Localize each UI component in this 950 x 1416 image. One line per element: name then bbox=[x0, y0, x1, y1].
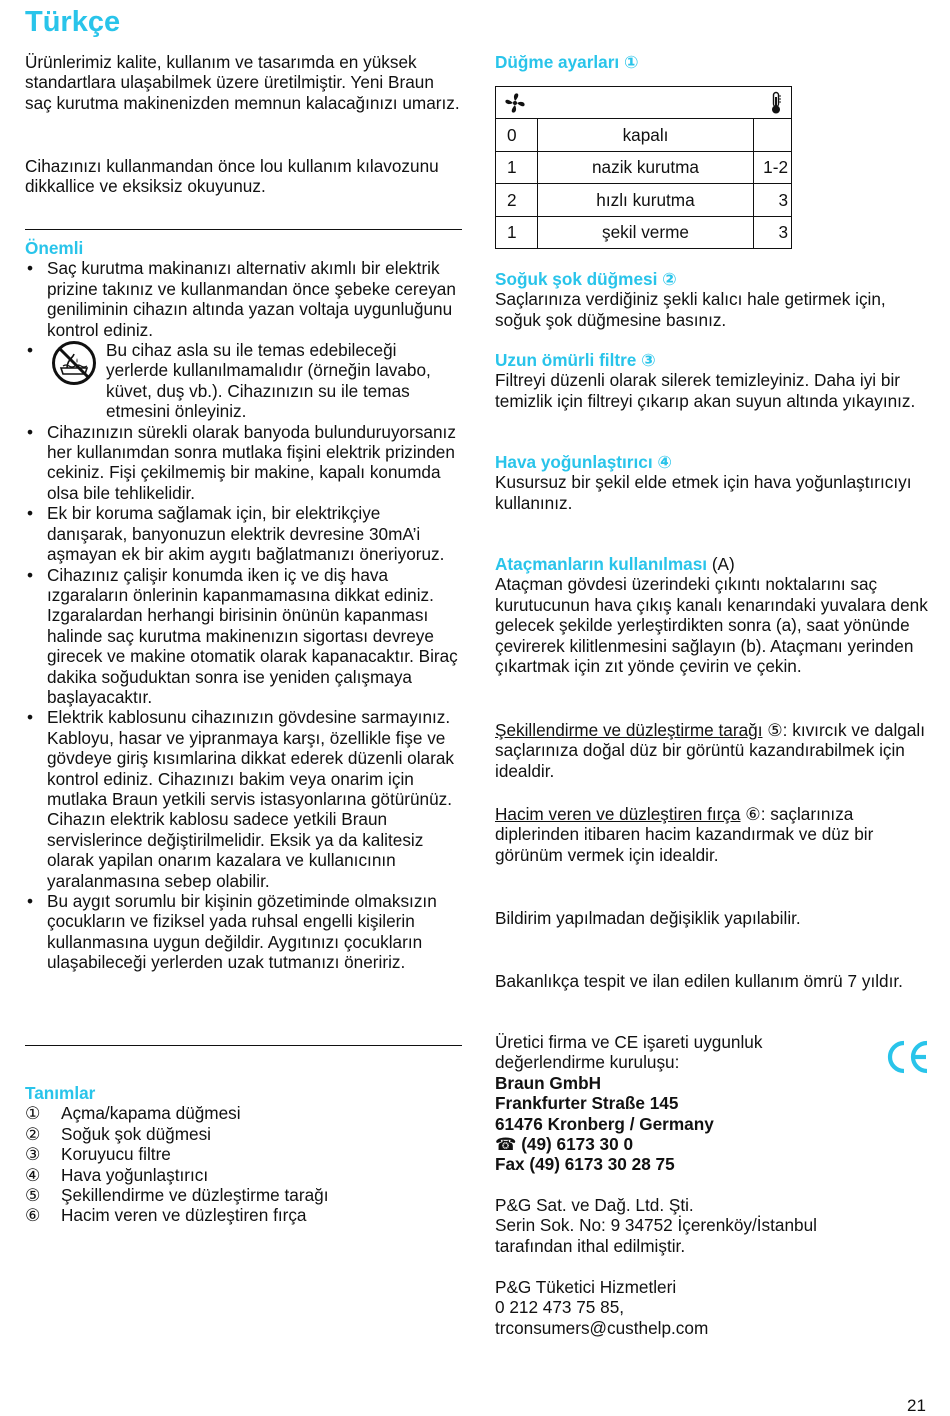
no-water-icon bbox=[47, 340, 101, 386]
importer-block: P&G Sat. ve Dağ. Ltd. Şti. Serin Sok. No: 9 34752 İçerenköy/İstanbul tarafından ithal edilmiştir. bbox=[495, 1195, 817, 1256]
manufacturer-name: Braun GmbH bbox=[495, 1072, 601, 1093]
list-item: ② Soğuk şok düğmesi bbox=[25, 1123, 211, 1144]
list-item: • Cihazınız çalişir konumda iken iç ve diş hava ızgaraların önlerinin kapanmamasına dikkat ediniz. Izgaralardan herhangi birisinin önünün kapanması halinde saç kurutma makinenızın sigortası devreye girecek ve makine otomatik olarak kapanacaktır. Biraç dakika soğuduktan sonra ise yeniden çalışmaya başlayacaktır. bbox=[27, 564, 458, 707]
important-section bbox=[25, 238, 462, 973]
list-item: • Ek bir koruma sağlamak için, bir elektrikçiye danışarak, banyonuzun elektrik devresine 30mA’i aşmayan ek bir akim aygıtı bağlatmanızı öneriyoruz. bbox=[27, 503, 445, 565]
consumer-email: trconsumers@custhelp.com bbox=[495, 1317, 709, 1338]
page-title: Türkçe bbox=[25, 6, 121, 38]
table-row: 0 kapalı bbox=[496, 119, 792, 152]
ce-mark-icon bbox=[885, 1038, 930, 1076]
manufacturer-city: 61476 Kronberg / Germany bbox=[495, 1113, 714, 1134]
manufacturer-phone: ☎ (49) 6173 30 0 bbox=[495, 1134, 634, 1155]
list-item: ⑤ Şekillendirme ve düzleştirme tarağı bbox=[25, 1185, 329, 1206]
table-row: 1 nazik kurutma 1-2 bbox=[496, 151, 792, 184]
intro-instruction: Cihazınızı kullanmandan önce lou kullanım kılavozunu dikkallice ve eksiksiz okuyunuz. bbox=[25, 156, 439, 197]
settings-table bbox=[495, 86, 792, 249]
attachments-heading: Ataçmanların kullanılması (A) bbox=[495, 554, 735, 574]
important-heading: Önemli bbox=[25, 238, 84, 258]
concentrator-section bbox=[495, 452, 935, 513]
fan-icon bbox=[503, 91, 527, 115]
brush-paragraph: Hacim veren ve düzleştiren fırça ⑥: saçlarınıza diplerinden itibaren hacim kazandırmak ve düz bir görünüm vermek için idealdir. bbox=[495, 804, 874, 865]
consumer-service-block: P&G Tüketici Hizmetleri 0 212 473 75 85, trconsumers@custhelp.com bbox=[495, 1277, 935, 1338]
settings-heading: Düğme ayarları ① bbox=[495, 52, 639, 72]
cold-shot-heading: Soğuk şok düğmesi ② bbox=[495, 269, 677, 289]
important-list bbox=[25, 258, 462, 972]
definitions-section bbox=[25, 1083, 462, 1226]
divider bbox=[25, 1045, 462, 1046]
manufacturer-intro: Üretici firma ve CE işareti uygunluk değerlendirme kuruluşu: bbox=[495, 1032, 763, 1073]
list-item: • Elektrik kablosunu cihazınızın gövdesine sarmayınız. Kabloyu, hasar ve yipranmaya karşı, özellikle fişe ve gövdeye giriş kısımlarina dikkat ederek düzenli olarak kontrol ediniz. Cihazınızı bakim veya onarim için mutlaka Braun yetkili servis istasyonlarına götürünüz. Cihazın elektrik kablosu sadece yetkili Braun servislerince değiştirilmelidir. Eksik ya da kalitesiz olarak yapilan onarım kazalara ve kullanıcının yaralanmasına sebep olabilir. bbox=[27, 707, 454, 891]
divider bbox=[25, 229, 462, 230]
list-item: ⑥ Hacim veren ve düzleştiren fırça bbox=[25, 1205, 307, 1226]
manufacturer-street: Frankfurter Straße 145 bbox=[495, 1093, 679, 1114]
concentrator-text: Kusursuz bir şekil elde etmek için hava yoğunlaştırıcıyı kullanınız. bbox=[495, 472, 912, 513]
page-number: 21 bbox=[907, 1396, 926, 1415]
list-item: • Saç kurutma makinanızı alternativ akımlı bir elektrik prizine takınız ve kullanmandan önce şebeke cereyan geniliminin cihazın altında yazan voltaja uygunluğunu kontrol ediniz. bbox=[27, 258, 456, 340]
filter-text: Filtreyi düzenli olarak silerek temizleyiniz. Daha iyi bir temizlik için filtreyi çıkarıp akan suyun altında yıkayınız. bbox=[495, 370, 916, 411]
manufacturer-fax: Fax (49) 6173 30 28 75 bbox=[495, 1154, 675, 1175]
list-item: ④ Hava yoğunlaştırıcı bbox=[25, 1164, 209, 1185]
telephone-icon: ☎ bbox=[495, 1134, 517, 1155]
list-item: ① Açma/kapama düğmesi bbox=[25, 1103, 241, 1124]
list-item: • Cihazınızın sürekli olarak banyoda bulunduruyorsanız her kullanımdan sonra mutlaka fişini elektrik prizinden cekiniz. Fişi çekilmemiş bir makine, kapalı konumda olsa bile tehlikelidir. bbox=[27, 421, 456, 503]
table-row: 2 hızlı kurutma 3 bbox=[496, 184, 792, 217]
filter-heading: Uzun ömürli filtre ③ bbox=[495, 350, 656, 370]
lifetime-text: Bakanlıkça tespit ve ilan edilen kullanım ömrü 7 yıldır. bbox=[495, 971, 903, 991]
cold-shot-text: Saçlarınıza verdiğiniz şekli kalıcı hale getirmek için, soğuk şok düğmesine basınız. bbox=[495, 289, 886, 330]
table-row: 1 şekil verme 3 bbox=[496, 216, 792, 249]
attachments-section bbox=[495, 554, 935, 676]
intro-paragraph: Ürünlerimiz kalite, kullanım ve tasarımda en yüksek standartlara ulaşabilmek üzere üretilmiştir. Yeni Braun saç kurutma makinenizden memnun kalacağınızı umarız. bbox=[25, 52, 460, 113]
comb-paragraph: Şekillendirme ve düzleştirme tarağı ⑤: kıvırcık ve dalgalı saçlarınıza doğal düz bir görüntü kazandırabilmek için idealdir. bbox=[495, 720, 925, 781]
list-item: ③ Koruyucu filtre bbox=[25, 1144, 171, 1165]
table-header-row bbox=[496, 87, 792, 119]
list-item: • Bu cihaz asla su ile temas edebileceği yerlerde kullanılmamalıdır (örneğin lavabo, küvet, duş vb.). Cihazınızın su ile temas etmesini önleyiniz. bbox=[27, 340, 431, 422]
definitions-heading: Tanımlar bbox=[25, 1083, 96, 1103]
manufacturer-block bbox=[495, 1032, 935, 1175]
cold-shot-section bbox=[495, 269, 935, 330]
notice-text: Bildirim yapılmadan değişiklik yapılabilir. bbox=[495, 908, 801, 928]
filter-section bbox=[495, 350, 935, 411]
thermometer-icon bbox=[769, 91, 783, 115]
attachments-text: Ataçman gövdesi üzerindeki çıkıntı noktalarını saç kurutucunun hava çıkış kanalı kenarındaki yuvalara denk gelecek şekilde yerleştirdikten sonra (a), saat yönünde çevirerek kilitlenmesini sağlayın (b). Ataçmanı yerinden çıkartmak için zıt yönde çevirin ve çekin. bbox=[495, 574, 928, 677]
concentrator-heading: Hava yoğunlaştırıcı ④ bbox=[495, 452, 672, 472]
list-item: • Bu aygıt sorumlu bir kişinin gözetiminde olmaksızın çocukların ve fiziksel yada ruhsal engelli kişilerin kullanmasına uygun değildir. Aygıtınızı çocukların ulaşabileceği yerlerden uzak tutmanızı öneririz. bbox=[27, 891, 437, 973]
